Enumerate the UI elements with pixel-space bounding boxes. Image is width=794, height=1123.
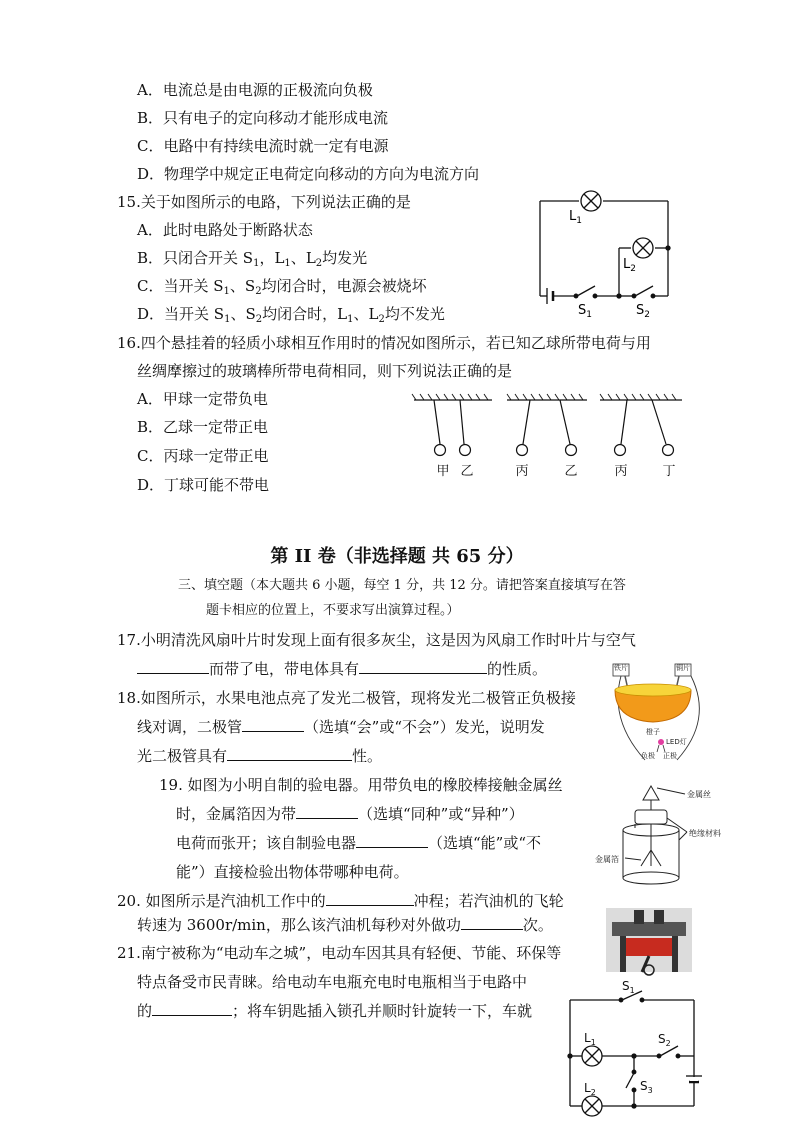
q21-blank-1[interactable] — [152, 1001, 232, 1016]
q19-line4: 能”）直接检验出物体带哪种电荷。 — [176, 863, 409, 881]
section-title: 第 II 卷（非选择题 共 65 分） — [270, 546, 524, 567]
q16-option-a: A．甲球一定带负电 — [137, 390, 268, 408]
q21-line3: 的 ；将车钥匙插入锁孔并顺时针旋转一下，车就 — [137, 1002, 533, 1020]
svg-text:L1: $L_1$ — [569, 209, 582, 226]
q18-line2: 线对调，二极管 （选填“会”或“不会”）发光，说明发 — [137, 718, 545, 736]
svg-text:金属箔: 金属箔 — [595, 855, 619, 864]
q19-blank-1[interactable] — [296, 804, 358, 819]
q15-option-c: C．当开关 $S_1$、$S_2$均闭合时，电源会被烧坏 — [137, 277, 427, 297]
q15-circuit-diagram — [535, 188, 675, 318]
q16-stem-line1: 16.四个悬挂着的轻质小球相互作用时的情况如图所示，若已知乙球所带电荷与用 — [117, 334, 651, 352]
q20-line1: 20. 如图所示是汽油机工作中的 冲程；若汽油机的飞轮 — [117, 892, 564, 910]
q14-option-c: C．电路中有持续电流时就一定有电源 — [137, 137, 389, 155]
svg-text:负极: 负极 — [641, 752, 655, 760]
q20-blank-2[interactable] — [461, 915, 523, 930]
q14-option-d: D．物理学中规定正电荷定向移动的方向为电流方向 — [137, 165, 480, 183]
q15-stem: 15.关于如图所示的电路，下列说法正确的是 — [117, 193, 411, 211]
svg-text:金属丝: 金属丝 — [687, 790, 711, 799]
switch-s3-icon — [626, 1073, 634, 1088]
q17-blank-2[interactable] — [359, 659, 487, 674]
q15-option-d: D．当开关 $S_1$、$S_2$均闭合时，$L_1$、$L_2$均不发光 — [137, 305, 445, 325]
svg-text:橙子: 橙子 — [646, 728, 660, 736]
q16-option-b: B．乙球一定带正电 — [137, 418, 269, 436]
svg-text:S3: $S_3$ — [640, 1079, 653, 1095]
q19-electroscope-figure — [595, 780, 735, 890]
svg-text:正极: 正极 — [663, 752, 677, 760]
svg-text:S2: $S_2$ — [636, 303, 650, 320]
part3-instructions-line1: 三、填空题（本大题共 6 小题，每空 1 分，共 12 分。请把答案直接填写在答 — [178, 578, 626, 593]
q20-line2: 转速为 3600r/min，那么该汽油机每秒对外做功 次。 — [137, 916, 553, 934]
q17-line1: 17.小明清洗风扇叶片时发现上面有很多灰尘，这是因为风扇工作时叶片与空气 — [117, 631, 636, 649]
svg-text:铜片: 铜片 — [676, 664, 690, 672]
q21-line1: 21.南宁被称为“电动车之城”，电动车因其具有轻便、节能、环保等 — [117, 944, 562, 962]
q20-blank-1[interactable] — [326, 891, 414, 906]
q16-option-c: C．丙球一定带正电 — [137, 447, 269, 465]
switch-s1-icon — [577, 286, 595, 296]
q19-blank-2[interactable] — [356, 833, 428, 848]
svg-text:绝缘材料: 绝缘材料 — [689, 829, 721, 838]
q16-option-d: D．丁球可能不带电 — [137, 476, 270, 494]
q19-line2: 时，金属箔因为带 （选填“同种”或“异种”） — [176, 805, 524, 823]
q17-line2: 而带了电，带电体具有 的性质。 — [137, 659, 547, 679]
q18-blank-1[interactable] — [242, 717, 304, 732]
q15-option-a: A．此时电路处于断路状态 — [137, 221, 313, 239]
svg-text:L1: $L_1$ — [584, 1031, 596, 1047]
q16-stem-line2: 丝绸摩擦过的玻璃棒所带电荷相同，则下列说法正确的是 — [137, 362, 513, 380]
switch-s2-icon — [635, 286, 653, 296]
ball-label-bing: 丙 — [515, 464, 529, 479]
q17-blank-1[interactable] — [137, 659, 209, 674]
svg-text:L2: $L_2$ — [584, 1081, 596, 1097]
q18-line3: 光二极管具有 性。 — [137, 747, 383, 765]
q14-option-b: B．只有电子的定向移动才能形成电流 — [137, 109, 389, 127]
ball-label-yi-2: 乙 — [564, 464, 578, 479]
part3-instructions-line2: 题卡相应的位置上，不要求写出演算过程。） — [206, 603, 460, 618]
q15-option-b: B．只闭合开关 $S_1$，$L_1$、$L_2$均发光 — [137, 249, 368, 269]
ball-label-jia: 甲 — [436, 464, 450, 479]
ball-label-ding: 丁 — [662, 464, 676, 479]
q14-option-a: A．电流总是由电源的正极流向负极 — [137, 81, 373, 99]
q16-balls-diagram — [412, 392, 692, 482]
svg-text:S1: $S_1$ — [622, 979, 635, 995]
svg-text:铁片: 铁片 — [614, 664, 628, 672]
piston-icon — [626, 938, 672, 956]
svg-text:LED灯: LED灯 — [666, 738, 687, 746]
q20-engine-figure — [604, 904, 694, 976]
ball-label-yi: 乙 — [460, 464, 474, 479]
q19-line3: 电荷而张开；该自制验电器 （选填“能”或“不 — [176, 834, 542, 852]
q21-line2: 特点备受市民青睐。给电动车电瓶充电时电瓶相当于电路中 — [137, 973, 528, 991]
led-icon — [658, 739, 664, 745]
ball-label-bing-2: 丙 — [614, 464, 628, 479]
svg-text:S2: $S_2$ — [658, 1032, 671, 1048]
q18-fruit-battery-figure — [605, 660, 720, 770]
q18-blank-2[interactable] — [227, 746, 352, 761]
svg-text:L2: $L_2$ — [623, 257, 636, 274]
svg-text:S1: $S_1$ — [578, 303, 592, 320]
q21-circuit-diagram — [560, 980, 710, 1120]
q18-line1: 18.如图所示，水果电池点亮了发光二极管，现将发光二极管正负极接 — [117, 689, 576, 707]
q19-line1: 19. 如图为小明自制的验电器。用带负电的橡胶棒接触金属丝 — [159, 776, 563, 794]
